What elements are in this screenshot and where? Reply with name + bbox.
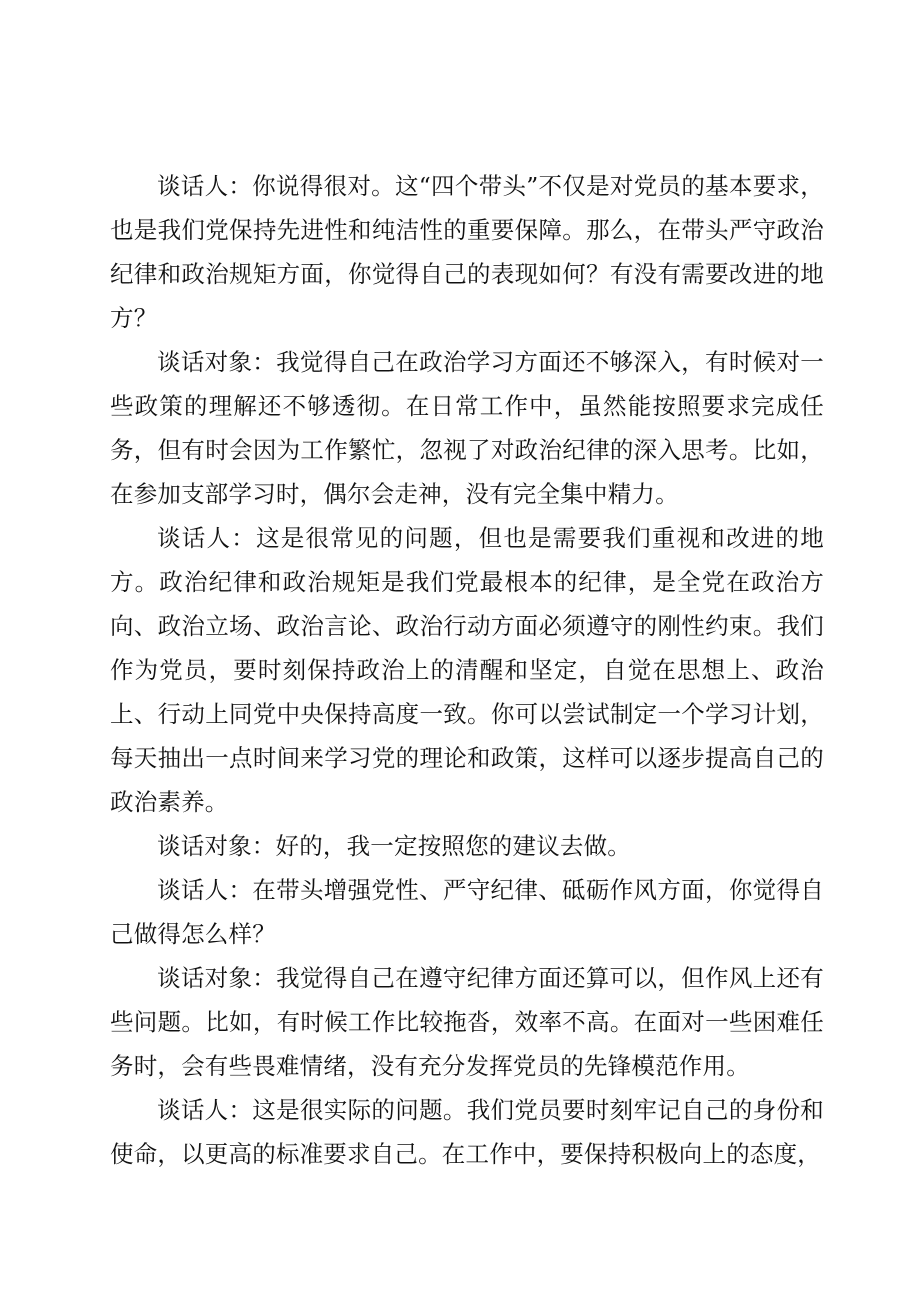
- document-body: [110, 164, 824, 1176]
- paragraph-respondent-answer-2: 谈话对象：好的，我一定按照您的建议去做。: [157, 832, 631, 860]
- paragraph-respondent-answer-3: 谈话对象：我觉得自己在遵守纪律方面还算可以，但作风上还有些问题。比如，有时候工作比较拖沓，效率不高。在面对一些困难任务时，会有些畏难情绪，没有充分发挥党员的先锋模范作用。: [110, 964, 824, 1080]
- paragraph-speaker-advice-2: 谈话人：这是很实际的问题。我们党员要时刻牢记自己的身份和使命，以更高的标准要求自己。在工作中，要保持积极向上的态度，: [110, 1096, 824, 1168]
- paragraph-speaker-advice-1: 谈话人：这是很常见的问题，但也是需要我们重视和改进的地方。政治纪律和政治规矩是我们党最根本的纪律，是全党在政治方向、政治立场、政治言论、政治行动方面必须遵守的刚性约束。我们作为党员，要时刻保持政治上的清醒和坚定，自觉在思想上、政治上、行动上同党中央保持高度一致。你可以尝试制定一个学习计划，每天抽出一点时间来学习党的理论和政策，这样可以逐步提高自己的政治素养。: [110, 524, 824, 816]
- paragraph-speaker-question-1: 谈话人：你说得很对。这“四个带头”不仅是对党员的基本要求，也是我们党保持先进性和纯洁性的重要保障。那么，在带头严守政治纪律和政治规矩方面，你觉得自己的表现如何？有没有需要改进的地方？: [110, 172, 824, 332]
- paragraph-respondent-answer-1: 谈话对象：我觉得自己在政治学习方面还不够深入，有时候对一些政策的理解还不够透彻。在日常工作中，虽然能按照要求完成任务，但有时会因为工作繁忙，忽视了对政治纪律的深入思考。比如，在参加支部学习时，偶尔会走神，没有完全集中精力。: [110, 348, 824, 508]
- paragraph-speaker-question-2: 谈话人：在带头增强党性、严守纪律、砥砺作风方面，你觉得自己做得怎么样？: [110, 876, 824, 948]
